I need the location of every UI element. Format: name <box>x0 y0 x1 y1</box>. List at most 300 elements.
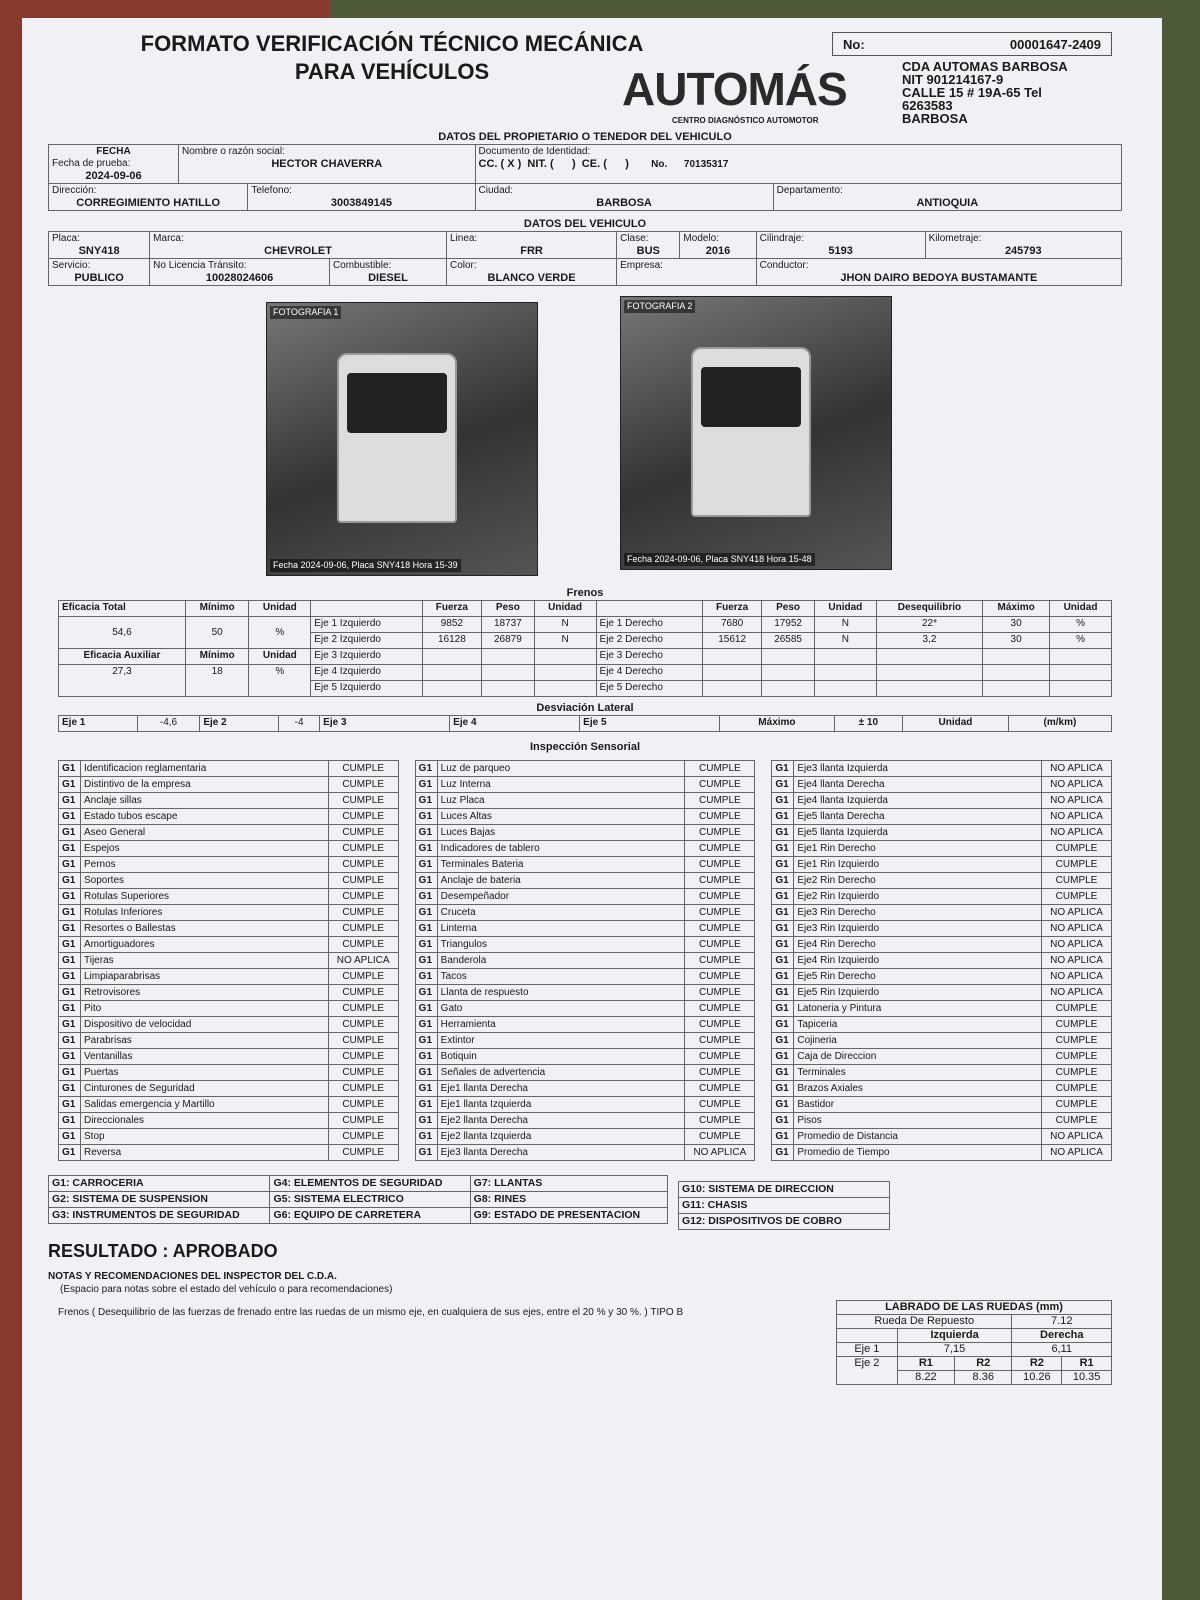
photo-label: FOTOGRAFIA 1 <box>270 306 341 319</box>
unidad-der <box>814 665 876 681</box>
item-label: Limpiaparabrisas <box>81 969 329 985</box>
group-legend-item: G6: EQUIPO DE CARRETERA <box>270 1208 470 1224</box>
label: R2 <box>955 1357 1012 1371</box>
kilometraje-value: 245793 <box>1004 245 1042 257</box>
item-result: CUMPLE <box>1042 1017 1112 1033</box>
item-result: NO APLICA <box>685 1145 755 1161</box>
notes-subtitle: (Espacio para notas sobre el estado del vehículo o para recomendaciones) <box>60 1284 393 1295</box>
item-label: Aseo General <box>81 825 329 841</box>
item-label: Eje3 Rin Derecho <box>794 905 1042 921</box>
inspeccion-row <box>59 985 399 1001</box>
item-label: Caja de Direccion <box>794 1049 1042 1065</box>
item-label: Extintor <box>437 1033 685 1049</box>
inspeccion-row <box>59 1001 399 1017</box>
item-result: CUMPLE <box>685 1065 755 1081</box>
item-label: Bastidor <box>794 1097 1042 1113</box>
eje2-izq-r2: 8.36 <box>955 1371 1012 1385</box>
group-code: G1 <box>772 1113 794 1129</box>
modelo-value: 2016 <box>705 245 731 257</box>
label: Placa: <box>52 233 80 244</box>
group-code: G1 <box>59 1017 81 1033</box>
group-code: G1 <box>772 1097 794 1113</box>
group-code: G1 <box>415 937 437 953</box>
group-code: G1 <box>772 969 794 985</box>
group-code: G1 <box>415 889 437 905</box>
eje2-value: -4 <box>278 716 319 732</box>
label: RESULTADO : <box>48 1241 169 1261</box>
inspeccion-table <box>771 760 1112 1161</box>
inspeccion-row <box>772 1113 1112 1129</box>
item-label: Luz de parqueo <box>437 761 685 777</box>
item-label: Luces Altas <box>437 809 685 825</box>
item-label: Luces Bajas <box>437 825 685 841</box>
notes-title: NOTAS Y RECOMENDACIONES DEL INSPECTOR DEL C.D.A. <box>48 1271 337 1282</box>
group-legend-item: G8: RINES <box>470 1192 667 1208</box>
item-label: Direccionales <box>81 1113 329 1129</box>
unidad-izq: N <box>534 633 596 649</box>
item-label: Eje1 llanta Izquierda <box>437 1097 685 1113</box>
eficacia-total-unit: % <box>249 617 311 649</box>
resultado-value: APROBADO <box>172 1241 278 1261</box>
group-code: G1 <box>415 761 437 777</box>
repuesto-value: 7.12 <box>1012 1315 1112 1329</box>
inspeccion-row <box>415 793 755 809</box>
group-code: G1 <box>59 1145 81 1161</box>
inspeccion-row <box>59 921 399 937</box>
item-label: Resortes o Ballestas <box>81 921 329 937</box>
vehicle-photo-2 <box>620 296 892 570</box>
inspeccion-row <box>415 857 755 873</box>
inspeccion-row <box>415 1145 755 1161</box>
item-result: CUMPLE <box>1042 1081 1112 1097</box>
item-label: Eje5 llanta Izquierda <box>794 825 1042 841</box>
item-result: CUMPLE <box>328 1113 398 1129</box>
item-label: Ventanillas <box>81 1049 329 1065</box>
item-result: NO APLICA <box>1042 969 1112 985</box>
item-label: Llanta de respuesto <box>437 985 685 1001</box>
inspeccion-row <box>415 1081 755 1097</box>
inspeccion-row <box>772 1081 1112 1097</box>
item-label: Anclaje de bateria <box>437 873 685 889</box>
item-label: Eje3 llanta Derecha <box>437 1145 685 1161</box>
item-label: Eje2 Rin Izquierdo <box>794 889 1042 905</box>
inspeccion-row <box>415 809 755 825</box>
header: Fuerza <box>702 601 761 617</box>
inspeccion-row <box>59 1049 399 1065</box>
label: Ciudad: <box>478 185 513 196</box>
item-label: Terminales Bateria <box>437 857 685 873</box>
group-legend-item: G7: LLANTAS <box>470 1176 667 1192</box>
inspeccion-row <box>415 1049 755 1065</box>
item-result: CUMPLE <box>685 857 755 873</box>
inspeccion-row <box>772 1033 1112 1049</box>
item-label: Eje5 Rin Izquierdo <box>794 985 1042 1001</box>
inspeccion-row <box>772 1097 1112 1113</box>
eje-izquierdo-label: Eje 1 Izquierdo <box>311 617 422 633</box>
item-label: Eje4 Rin Derecho <box>794 937 1042 953</box>
inspeccion-row <box>59 1145 399 1161</box>
item-label: Tapiceria <box>794 1017 1042 1033</box>
item-result: NO APLICA <box>1042 825 1112 841</box>
cda-line: BARBOSA <box>902 111 968 126</box>
section-title: Frenos <box>566 587 604 599</box>
departamento-value: ANTIOQUIA <box>916 197 979 209</box>
item-result: CUMPLE <box>328 985 398 1001</box>
group-code: G1 <box>59 761 81 777</box>
eficacia-total-value: 54,6 <box>59 617 186 649</box>
item-label: Triangulos <box>437 937 685 953</box>
item-label: Pernos <box>81 857 329 873</box>
label: Eje 3 <box>320 716 450 732</box>
item-result: NO APLICA <box>1042 1129 1112 1145</box>
fuerza-izq <box>422 665 481 681</box>
item-result: CUMPLE <box>328 1049 398 1065</box>
maximo: 30 <box>983 617 1050 633</box>
item-label: Cruceta <box>437 905 685 921</box>
eficacia-auxiliar-value: 27,3 <box>59 665 186 697</box>
group-code: G1 <box>772 825 794 841</box>
peso-izq <box>482 681 535 697</box>
logo-subtitle: CENTRO DIAGNÓSTICO AUTOMOTOR <box>672 116 819 125</box>
owner-section <box>48 130 1122 211</box>
inspeccion-row <box>59 857 399 873</box>
header: Mínimo <box>185 649 249 665</box>
group-code: G1 <box>772 1049 794 1065</box>
group-legend-item: G10: SISTEMA DE DIRECCION <box>679 1182 890 1198</box>
eje2-izq-r1: 8.22 <box>897 1371 954 1385</box>
header: Unidad <box>249 601 311 617</box>
unidad-izq: N <box>534 617 596 633</box>
inspeccion-table <box>415 760 756 1161</box>
item-label: Eje2 Rin Derecho <box>794 873 1042 889</box>
group-code: G1 <box>772 873 794 889</box>
inspeccion-row <box>772 777 1112 793</box>
marca-value: CHEVROLET <box>264 245 332 257</box>
item-result: CUMPLE <box>1042 1001 1112 1017</box>
item-label: Banderola <box>437 953 685 969</box>
header: Unidad <box>814 601 876 617</box>
inspeccion-row <box>415 1065 755 1081</box>
peso-izq: 18737 <box>482 617 535 633</box>
section-title: Desviación Lateral <box>536 702 634 714</box>
item-label: Eje4 llanta Derecha <box>794 777 1042 793</box>
group-code: G1 <box>59 777 81 793</box>
inspeccion-row <box>59 969 399 985</box>
group-legend-item: G4: ELEMENTOS DE SEGURIDAD <box>270 1176 470 1192</box>
group-code: G1 <box>59 1081 81 1097</box>
inspeccion-row <box>772 1049 1112 1065</box>
desequilibrio: 22* <box>876 617 982 633</box>
item-label: Herramienta <box>437 1017 685 1033</box>
label: Izquierda <box>897 1329 1012 1343</box>
fecha-head: FECHA <box>96 146 131 157</box>
photo-caption: Fecha 2024-09-06, Placa SNY418 Hora 15-39 <box>270 559 461 572</box>
group-code: G1 <box>415 873 437 889</box>
item-result: CUMPLE <box>328 809 398 825</box>
item-result: CUMPLE <box>328 905 398 921</box>
item-label: Identificacion reglamentaria <box>81 761 329 777</box>
inspeccion-row <box>415 905 755 921</box>
item-label: Terminales <box>794 1065 1042 1081</box>
fuerza-izq: 16128 <box>422 633 481 649</box>
inspeccion-table <box>58 760 399 1161</box>
item-result: CUMPLE <box>1042 841 1112 857</box>
section-title: Inspección Sensorial <box>529 741 641 753</box>
item-label: Cojineria <box>794 1033 1042 1049</box>
label: Eje 4 <box>450 716 580 732</box>
label: Máximo <box>720 716 835 732</box>
group-legend-item: G2: SISTEMA DE SUSPENSION <box>49 1192 270 1208</box>
group-code: G1 <box>59 873 81 889</box>
inspeccion-section <box>58 740 1112 1161</box>
group-code: G1 <box>59 985 81 1001</box>
item-label: Promedio de Distancia <box>794 1129 1042 1145</box>
group-code: G1 <box>59 969 81 985</box>
group-code: G1 <box>415 777 437 793</box>
label: Departamento: <box>776 185 843 196</box>
inspeccion-row <box>59 1113 399 1129</box>
eje1-izq-value: 7,15 <box>897 1343 1012 1357</box>
item-result: CUMPLE <box>328 1129 398 1145</box>
item-result: CUMPLE <box>685 985 755 1001</box>
inspeccion-row <box>59 825 399 841</box>
group-code: G1 <box>415 857 437 873</box>
unidad <box>1050 681 1112 697</box>
inspeccion-row <box>415 1033 755 1049</box>
item-label: Promedio de Tiempo <box>794 1145 1042 1161</box>
inspeccion-row <box>772 873 1112 889</box>
item-label: Pito <box>81 1001 329 1017</box>
item-label: Señales de advertencia <box>437 1065 685 1081</box>
label: Eje 2 <box>200 716 279 732</box>
inspeccion-row <box>415 889 755 905</box>
peso-der <box>762 665 815 681</box>
eje-derecho-label: Eje 5 Derecho <box>596 681 702 697</box>
fuerza-izq <box>422 649 481 665</box>
group-code: G1 <box>415 1081 437 1097</box>
eje-derecho-label: Eje 2 Derecho <box>596 633 702 649</box>
group-code: G1 <box>772 1017 794 1033</box>
document-page <box>22 18 1162 1600</box>
item-result: CUMPLE <box>328 1065 398 1081</box>
item-label: Eje4 llanta Izquierda <box>794 793 1042 809</box>
group-legend-item: G9: ESTADO DE PRESENTACION <box>470 1208 667 1224</box>
eficacia-auxiliar-unit: % <box>249 665 311 697</box>
label: R1 <box>897 1357 954 1371</box>
group-code: G1 <box>415 841 437 857</box>
inspeccion-row <box>772 1129 1112 1145</box>
eje2-der-r1: 10.35 <box>1062 1371 1112 1385</box>
label: Telefono: <box>251 185 292 196</box>
inspeccion-row <box>772 1017 1112 1033</box>
unidad-der <box>814 649 876 665</box>
inspeccion-row <box>772 841 1112 857</box>
group-code: G1 <box>59 1033 81 1049</box>
item-result: CUMPLE <box>328 969 398 985</box>
label: Nombre o razón social: <box>182 146 285 157</box>
resultado <box>48 1240 1122 1262</box>
label: Linea: <box>449 233 478 244</box>
unidad-der: N <box>814 617 876 633</box>
document-number <box>832 32 1112 56</box>
group-code: G1 <box>772 857 794 873</box>
inspeccion-row <box>772 809 1112 825</box>
item-result: NO APLICA <box>328 953 398 969</box>
item-label: Botiquin <box>437 1049 685 1065</box>
document-body <box>48 130 1122 1385</box>
color-value: BLANCO VERDE <box>487 272 576 284</box>
item-result: CUMPLE <box>685 937 755 953</box>
item-label: Anclaje sillas <box>81 793 329 809</box>
label: Cilindraje: <box>759 233 805 244</box>
desequilibrio <box>876 681 982 697</box>
group-code: G1 <box>772 985 794 1001</box>
cda-line: 6263583 <box>902 98 953 113</box>
unidad <box>1050 665 1112 681</box>
eje-derecho-label: Eje 1 Derecho <box>596 617 702 633</box>
group-code: G1 <box>772 905 794 921</box>
cda-line: CDA AUTOMAS BARBOSA <box>902 59 1068 74</box>
item-label: Pisos <box>794 1113 1042 1129</box>
group-code: G1 <box>59 841 81 857</box>
item-label: Dispositivo de velocidad <box>81 1017 329 1033</box>
group-code: G1 <box>415 985 437 1001</box>
item-result: CUMPLE <box>685 1081 755 1097</box>
notes-and-labrado <box>48 1270 1122 1385</box>
label: Marca: <box>153 233 184 244</box>
item-label: Luz Interna <box>437 777 685 793</box>
item-result: CUMPLE <box>328 1097 398 1113</box>
item-result: CUMPLE <box>685 905 755 921</box>
title-line: FORMATO VERIFICACIÓN TÉCNICO MECÁNICA <box>140 31 644 56</box>
inspeccion-row <box>415 921 755 937</box>
maximo-value: ± 10 <box>834 716 902 732</box>
item-label: Parabrisas <box>81 1033 329 1049</box>
unidad-der: N <box>814 633 876 649</box>
inspeccion-row <box>772 1145 1112 1161</box>
item-label: Eje4 Rin Izquierdo <box>794 953 1042 969</box>
item-label: Tijeras <box>81 953 329 969</box>
item-result: CUMPLE <box>685 1001 755 1017</box>
header: Máximo <box>983 601 1050 617</box>
group-code: G1 <box>415 905 437 921</box>
item-label: Rotulas Superiores <box>81 889 329 905</box>
eje-derecho-label: Eje 3 Derecho <box>596 649 702 665</box>
group-code: G1 <box>415 809 437 825</box>
group-code: G1 <box>772 1001 794 1017</box>
inspeccion-row <box>415 953 755 969</box>
inspeccion-row <box>772 825 1112 841</box>
group-code: G1 <box>59 1097 81 1113</box>
inspeccion-row <box>415 1001 755 1017</box>
item-result: NO APLICA <box>1042 921 1112 937</box>
servicio-value: PUBLICO <box>74 272 124 284</box>
label: Conductor: <box>759 260 809 271</box>
inspeccion-row <box>59 841 399 857</box>
desequilibrio: 3,2 <box>876 633 982 649</box>
telefono-value: 3003849145 <box>330 197 393 209</box>
group-code: G1 <box>772 809 794 825</box>
unit-value: (m/km) <box>1008 716 1111 732</box>
unidad: % <box>1050 633 1112 649</box>
item-result: NO APLICA <box>1042 953 1112 969</box>
group-code: G1 <box>772 761 794 777</box>
ciudad-value: BARBOSA <box>596 197 652 209</box>
maximo: 30 <box>983 633 1050 649</box>
inspeccion-row <box>772 761 1112 777</box>
group-code: G1 <box>415 969 437 985</box>
group-code: G1 <box>59 1129 81 1145</box>
item-result: CUMPLE <box>328 761 398 777</box>
eje-izquierdo-label: Eje 2 Izquierdo <box>311 633 422 649</box>
group-code: G1 <box>772 921 794 937</box>
item-label: Salidas emergencia y Martillo <box>81 1097 329 1113</box>
combustible-value: DIESEL <box>368 272 408 284</box>
clase-value: BUS <box>636 245 660 257</box>
inspeccion-row <box>59 953 399 969</box>
item-result: CUMPLE <box>685 793 755 809</box>
header: Unidad <box>1050 601 1112 617</box>
item-result: CUMPLE <box>685 969 755 985</box>
label: Rueda De Repuesto <box>837 1315 1012 1329</box>
peso-der <box>762 681 815 697</box>
peso-izq: 26879 <box>482 633 535 649</box>
automas-logo: AUTOMÁS <box>622 63 847 115</box>
item-result: CUMPLE <box>328 1081 398 1097</box>
item-result: CUMPLE <box>685 825 755 841</box>
item-result: CUMPLE <box>685 1113 755 1129</box>
cda-info <box>902 60 1112 125</box>
item-result: CUMPLE <box>1042 857 1112 873</box>
header: Eficacia Auxiliar <box>59 649 186 665</box>
item-label: Eje5 llanta Derecha <box>794 809 1042 825</box>
group-code: G1 <box>415 921 437 937</box>
header: Peso <box>482 601 535 617</box>
item-result: NO APLICA <box>1042 761 1112 777</box>
label: Empresa: <box>620 260 663 271</box>
inspeccion-row <box>59 889 399 905</box>
item-result: CUMPLE <box>685 1129 755 1145</box>
no-value: 00001647-2409 <box>1009 37 1101 52</box>
label: Combustible: <box>332 260 392 271</box>
inspeccion-row <box>772 937 1112 953</box>
unidad-izq <box>534 665 596 681</box>
header: Fuerza <box>422 601 481 617</box>
nombre-value: HECTOR CHAVERRA <box>271 158 383 170</box>
label: Eje 2 <box>837 1357 898 1385</box>
peso-izq <box>482 665 535 681</box>
group-legend-2 <box>678 1181 890 1230</box>
group-code: G1 <box>59 937 81 953</box>
inspeccion-row <box>772 1001 1112 1017</box>
inspeccion-row <box>59 905 399 921</box>
label: Documento de Identidad: <box>478 146 591 157</box>
licencia-value: 10028024606 <box>205 272 274 284</box>
note-text: Frenos ( Desequilibrio de las fuerzas de frenado entre las ruedas de un mismo eje, en cualquiera de sus ejes, entre el 20 % y 30 %. ) TIPO B <box>58 1307 684 1318</box>
group-code: G1 <box>59 825 81 841</box>
group-code: G1 <box>59 1049 81 1065</box>
inspeccion-row <box>59 761 399 777</box>
labrado-title: LABRADO DE LAS RUEDAS (mm) <box>837 1301 1112 1315</box>
inspeccion-row <box>415 777 755 793</box>
fuerza-der: 15612 <box>702 633 761 649</box>
unidad-der <box>814 681 876 697</box>
inspeccion-row <box>772 793 1112 809</box>
group-legend-item: G5: SISTEMA ELECTRICO <box>270 1192 470 1208</box>
item-label: Linterna <box>437 921 685 937</box>
inspeccion-row <box>59 1033 399 1049</box>
group-code: G1 <box>59 953 81 969</box>
